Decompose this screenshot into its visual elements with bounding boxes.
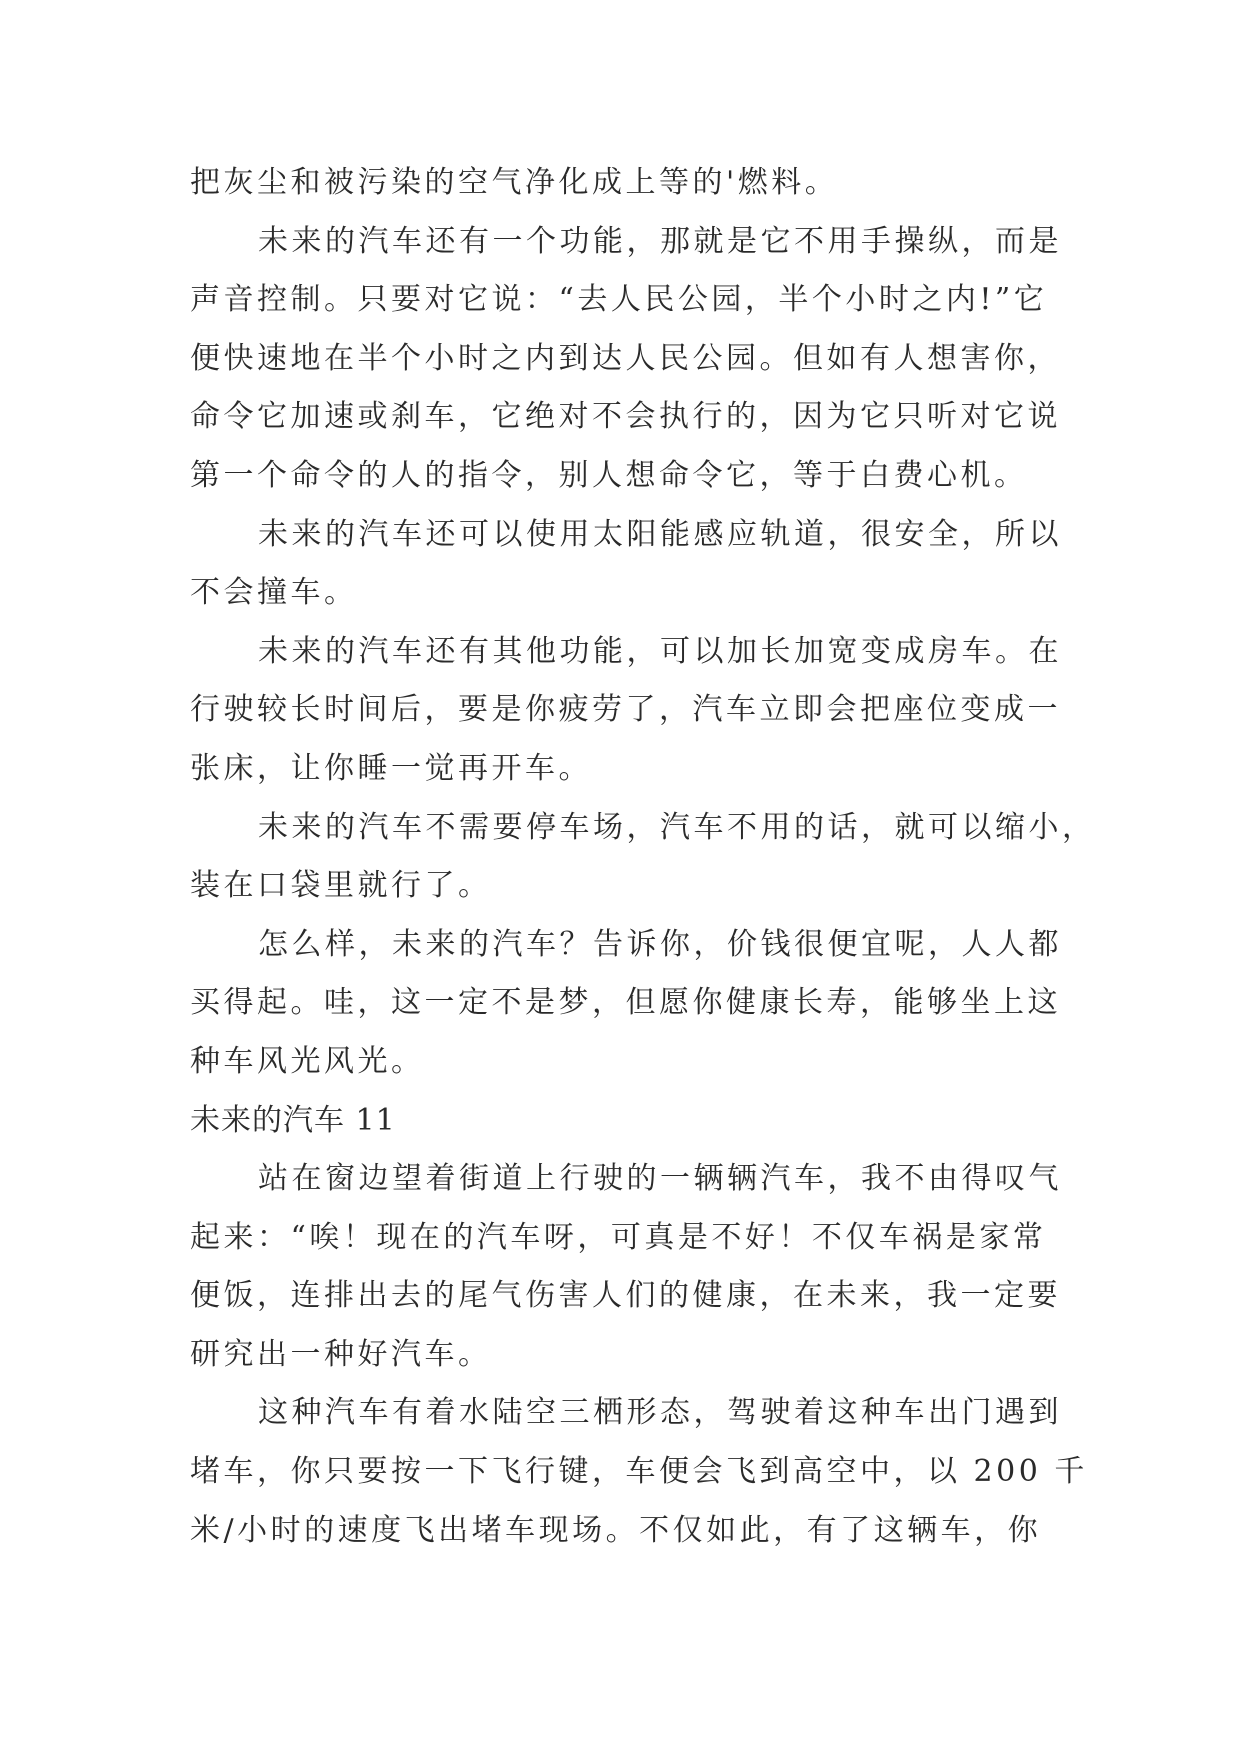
paragraph-start-line: 站在窗边望着街道上行驶的一辆辆汽车，我不由得叹气: [258, 1161, 1062, 1197]
text-line: 第一个命令的人的指令，别人想命令它，等于白费心机。: [190, 457, 1028, 493]
text-line: 行驶较长时间后，要是你疲劳了，汽车立即会把座位变成一: [190, 692, 1061, 728]
paragraph-start-line: 未来的汽车还有一个功能，那就是它不用手操纵，而是: [258, 223, 1062, 259]
text-line: 张床，让你睡一觉再开车。: [190, 750, 592, 786]
document-body: [190, 154, 1096, 1560]
paragraph-start-line: 未来的汽车不需要停车场，汽车不用的话，就可以缩小，: [258, 809, 1096, 845]
paragraph-start-line: 未来的汽车还有其他功能，可以加长加宽变成房车。在: [258, 633, 1062, 669]
text-line: 便饭，连排出去的尾气伤害人们的健康，在未来，我一定要: [190, 1278, 1061, 1314]
text-line: 种车风光风光。: [190, 1043, 425, 1079]
text-line: 把灰尘和被污染的空气净化成上等的'燃料。: [190, 165, 839, 200]
paragraph-start-line: 这种汽车有着水陆空三栖形态，驾驶着这种车出门遇到: [258, 1395, 1062, 1431]
text-line: 装在口袋里就行了。: [190, 868, 492, 904]
text-line: 声音控制。只要对它说：“去人民公园，半个小时之内!”它: [190, 282, 1048, 318]
text-line: 买得起。哇，这一定不是梦，但愿你健康长寿，能够坐上这: [190, 985, 1061, 1021]
paragraph-start-line: 怎么样，未来的汽车？告诉你，价钱很便宜呢，人人都: [258, 926, 1062, 962]
text-line: 便快速地在半个小时之内到达人民公园。但如有人想害你，: [190, 340, 1061, 376]
text-line: 不会撞车。: [190, 575, 358, 611]
text-line: 命令它加速或刹车，它绝对不会执行的，因为它只听对它说: [190, 399, 1061, 435]
text-line: 米/小时的速度飞出堵车现场。不仅如此，有了这辆车，你: [190, 1512, 1042, 1548]
text-line: 堵车，你只要按一下飞行键，车便会飞到高空中，以 200 千: [190, 1454, 1088, 1490]
text-line: 研究出一种好汽车。: [190, 1336, 492, 1372]
text-line: 起来：“唉！现在的汽车呀，可真是不好！不仅车祸是家常: [190, 1219, 1047, 1255]
section-heading: 未来的汽车 11: [190, 1102, 396, 1138]
paragraph-start-line: 未来的汽车还可以使用太阳能感应轨道，很安全，所以: [258, 516, 1062, 552]
